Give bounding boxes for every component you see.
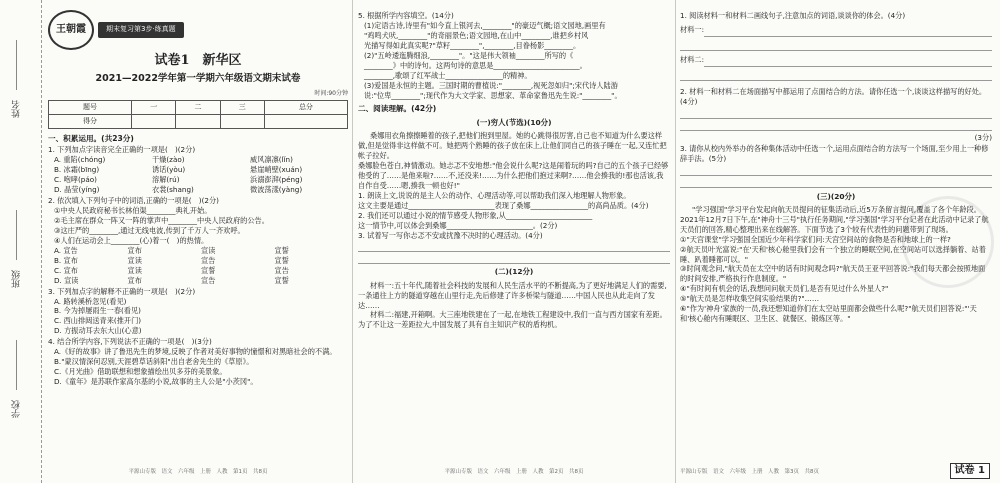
score-table	[48, 100, 348, 129]
q5-lines	[358, 21, 670, 101]
answer-line[interactable]	[680, 109, 992, 119]
answer-label: 材料一:	[680, 24, 704, 34]
score-input[interactable]	[264, 115, 347, 129]
list-item: D.《童年》是苏联作家高尔基的小说,故事的主人公是"小茨冈"。	[54, 377, 258, 387]
table-cell: 题号	[49, 101, 132, 115]
reading-2-material-1: 材料一:五十年代,随着社会科技的发展和人民生活水平的不断提高,为了更好地满足人们的需要,一条通往上方的隧道穿越在山里行走,先后修建了许多桥梁与隧道……中国人民也从此走向了发达……	[358, 280, 667, 310]
q4-options	[48, 347, 348, 387]
class-line	[16, 210, 17, 260]
paragraph: ①"天宫课堂"学习强国全国近少年科学家们问:天宫空间站的食物是否和地球上的一样?	[680, 234, 951, 244]
page-footer: 平源山专版 语文 六年级 上册 人教 第3页 共8页	[680, 469, 820, 476]
reading-question: 1. 朗读上文,说说的是主人公的动作、心理活动等,可以帮助我们深入地理解人物形象。	[358, 190, 631, 200]
option-row: B. 宣布 宣读 宣告 宣誓	[54, 255, 289, 265]
section-heading: 二、阅读理解。(42分)	[358, 104, 437, 114]
answer-line[interactable]	[704, 57, 992, 67]
page-1	[48, 0, 348, 483]
q2-items	[48, 206, 348, 286]
paper-number-badge: 试卷 1	[950, 463, 990, 479]
name-line	[16, 40, 17, 90]
reading-1-title: (一)穷人(节选)(10分)	[476, 117, 552, 127]
paragraph: ⑥"作为'神舟'家族的一员,我还想知道你们在太空站里面都会做些什么呢?"航天员们回答说:"'天和'核心舱内有睡眠区、卫生区、就餐区、锻炼区等。"	[680, 304, 977, 324]
reading-question[interactable]: 这文主要是通过________________________表现了桑娜________________的高尚品质。(4分)	[358, 200, 649, 210]
option-row: A. 重陷(chóng) 干燥(zào) 威风凛凛(lǐn)	[54, 155, 293, 165]
question-1: 1. 下列加点字读音完全正确的一项是( )(2分)	[48, 145, 196, 155]
material-2-answer[interactable]	[680, 55, 992, 69]
question-3: 3. 下列加点字的解释不正确的一项是( )(2分)	[48, 286, 196, 296]
name-label: 姓名	[12, 100, 22, 118]
score-table-header	[49, 101, 348, 115]
question-1: 1. 阅读材料一和材料二画线句子,注意加点的词语,谈谈你的体会。(4分)	[680, 11, 906, 20]
section-1	[48, 134, 348, 387]
option-row: B. 冰霜(bīng) 诱话(yòu) 悬崖峭壁(xuán)	[54, 165, 303, 175]
school-label: 学校	[12, 400, 22, 418]
reading-question[interactable]: 这一情节中,可以体会到桑娜________________________。(2分)	[358, 220, 558, 230]
reading-question[interactable]: 2. 我们还可以通过小说的情节感受人物形象,从________________________	[358, 210, 593, 220]
fill-line[interactable]: (2)"五岭逶迤腾细浪,________"。"这是伟大领袖________所写的《	[364, 50, 574, 60]
page-footer: 平源山专版 语文 六年级 上册 人教 第1页 共8页	[128, 469, 268, 476]
question-2: 2. 依次填入下列句子中的词语,正确的一项是( )(2分)	[48, 196, 219, 206]
reading-2-questions	[680, 10, 992, 324]
paper-title: 试卷1 新华区	[154, 53, 242, 68]
paragraph: ②航天员叶光富说:"在'天和'核心舱里我们会有一个独立的睡眠空间,在空间站可以选择躺着、站着睡、趴着睡都可以。"	[680, 244, 986, 264]
fill-line[interactable]: 说:"位卑________";现代作为大文学家、思想家、革命家鲁迅先生说:"________"。	[364, 90, 622, 100]
fill-line[interactable]: (3)爱国是永恒的主题。三国时期的曹植说:"________,视死忽如归";宋代诗人陆游	[364, 80, 618, 90]
reading-2-material-2: 材料二:福建,开箱啊。大三座地铁建在了一起,在地铁工程建设中,我们一直与西方国家有差距。为了不让这一差距拉大,中国发展了具有自主知识产权的盾构机。	[358, 310, 667, 330]
answer-line[interactable]	[704, 27, 992, 37]
school-line	[16, 340, 17, 390]
fill-line[interactable]: ________》中的诗句。这两句诗的意思是________________________。	[364, 60, 587, 70]
list-item: ①中央人民政府秘书长林伯渠________典礼开始。	[54, 206, 212, 216]
page-2	[358, 0, 670, 483]
material-1-answer[interactable]	[680, 25, 992, 39]
brand	[48, 10, 184, 50]
table-cell: 二	[176, 101, 220, 115]
reading-3-title: (三)(20分)	[816, 191, 856, 201]
list-item: A.《好的故事》讲了鲁迅先生的梦境,反映了作者对美好事物的憧憬和对黑暗社会的不满。	[54, 347, 337, 357]
answer-line[interactable]	[680, 41, 992, 51]
score-input[interactable]	[176, 115, 220, 129]
list-item: ④人们在运动会上________(心)着一( )的热情。	[54, 235, 209, 245]
list-item: B."蒙汉情深何忍别,天涯碧草话斜阳"出自老舍先生的《草原》。	[54, 357, 254, 367]
question-2: 2. 材料一和材料二在场面描写中都运用了点面结合的方法。请你任选一个,谈谈这样描写的好处。(4分)	[680, 86, 987, 106]
answer-label: 材料二:	[680, 54, 704, 64]
option-row: D. 晶莹(yíng) 衣裳(shang) 微波荡漾(yàng)	[54, 185, 303, 195]
paragraph: ③时间观念问,"航天员在太空中的话有时间观念吗?"航天员王亚平回答说:"我们每天都会按照地面的时间安排,严格执行作息制度。"	[680, 264, 986, 284]
option-row: D. 宣读 宣布 宣告 宣誓	[54, 275, 289, 285]
list-item: ③这庄严的________,通过无线电波,传到了千万人一齐欢呼。	[54, 225, 245, 235]
score-input[interactable]	[220, 115, 264, 129]
page-footer: 平源山专版 语文 六年级 上册 人教 第2页 共8页	[444, 469, 584, 476]
q1-options	[48, 155, 348, 195]
option-row: C. 咆哮(páo) 溶解(rú) 浜溺澎湃(péng)	[54, 175, 303, 185]
option-row: C. 宣布 宣读 宣誓 宣告	[54, 265, 289, 275]
table-cell: 一	[132, 101, 176, 115]
table-cell: 三	[220, 101, 264, 115]
page-3	[680, 0, 996, 483]
brand-logo: 王朝霞	[48, 10, 94, 50]
reading-1-text: 桑娜用衣角擦擦睡着的孩子,把他们抱到里屋。她的心跳得很厉害,自己也不知道为什么要这样做,但是觉得非这样做不可。她把两个熟睡的孩子放在床上,让他们同自己的孩子睡在一起,又连忙把帐子拉好。 桑娜脸色苍白,神情激动。她忐忑不安地想:"他会说什么呢?这是闹着玩的吗?自己的五个孩子已经够他受的了……是他来啦?……不,还没来!……为什么把他们抱过来啊?……他会揍我的!那也活该,我自作自受……嗯,揍我一顿也好!"	[358, 131, 669, 190]
score-table-row	[49, 115, 348, 129]
table-cell: 得分	[49, 115, 132, 129]
reading-2-title: (二)(12分)	[494, 267, 534, 277]
answer-line[interactable]	[680, 178, 992, 188]
fill-line[interactable]: ________,歌颂了红军战士________________的精神。	[364, 70, 532, 80]
list-item: C. 西山排闼送青来(推开门)	[54, 316, 142, 326]
reading-question: 3. 试着写一写你忐忑不安或扰豫不决时的心理活动。(4分)	[358, 230, 543, 240]
page-divider	[352, 0, 353, 483]
list-item: A. 路转溪桥忽见(看见)	[54, 296, 127, 306]
fill-line[interactable]: "鸡鸣犬吠,________"的奇丽景色;语文园地,在山中________,谁把乡村风	[364, 30, 589, 40]
question-5-block	[358, 10, 670, 330]
section-heading: 一、积累运用。(共23分)	[48, 134, 134, 143]
table-cell: 总分	[264, 101, 347, 115]
page-divider	[675, 0, 676, 483]
answer-line[interactable]	[358, 242, 670, 252]
list-item: D. 方振动耳去东大山(心意)	[54, 326, 142, 336]
list-item: ②毛主席在群众一阵又一阵的掌声中________中央人民政府的公告。	[54, 216, 269, 226]
question-5: 5. 根据所学内容填空。(14分)	[358, 11, 454, 20]
time-limit: 时间:90分钟	[314, 90, 348, 97]
answer-line[interactable]	[680, 166, 992, 176]
review-banner: 期末复习第3步·练真题	[98, 22, 184, 38]
list-item: C.《月光曲》借助联想和想象描绘出贝多芬的美景象。	[54, 367, 227, 377]
reading-3-intro: "学习强国"学习平台发起向航天员提问的征集活动后,近5万条留言提问,覆盖了各个年龄段。2021年12月7日下午,在"神舟十三号"执行任务期间,"学习强国"学习平台记者在此活动中记录了航天员们的回答,精心整理出来在线解答。下面节选了3个较有代表性的问题带到了现场。	[680, 204, 989, 234]
score-note: (3分)	[974, 132, 992, 142]
class-label: 班级	[12, 270, 22, 288]
exam-title: 2021—2022学年第一学期六年级语文期末试卷	[95, 73, 301, 84]
q3-options	[48, 297, 348, 337]
question-3: 3. 请你从校内外举办的各种集体活动中任选一个,运用点面结合的方法写一个场面,至少用上一种修辞手法。(5分)	[680, 143, 989, 163]
list-item: B. 今为掉屡雨生一春(看见)	[54, 306, 141, 316]
paragraph: ④"有时间有机会的话,我想问问航天员们,是否有见过什么外星人?"	[680, 284, 889, 294]
question-4: 4. 结合所学内容,下列说法不正确的一项是( )(3分)	[48, 337, 212, 347]
fill-line[interactable]: 光描写得如此真实呢?"草籽________",________,目眷杨影________。	[364, 40, 581, 50]
fill-line[interactable]: (1)定语古诗,诗里有"如今直上银河去,________"的豪迈气概;语文园地,画里有	[364, 20, 606, 30]
answer-line[interactable]	[680, 121, 992, 131]
option-row: A. 宣告 宣布 宣读 宣誓	[54, 245, 289, 255]
answer-line[interactable]	[680, 71, 992, 81]
paragraph: ⑤"航天员是怎样收集空间实验结果的?"……	[680, 294, 820, 304]
binding-margin	[0, 0, 42, 483]
score-input[interactable]	[132, 115, 176, 129]
answer-line[interactable]	[358, 254, 670, 264]
